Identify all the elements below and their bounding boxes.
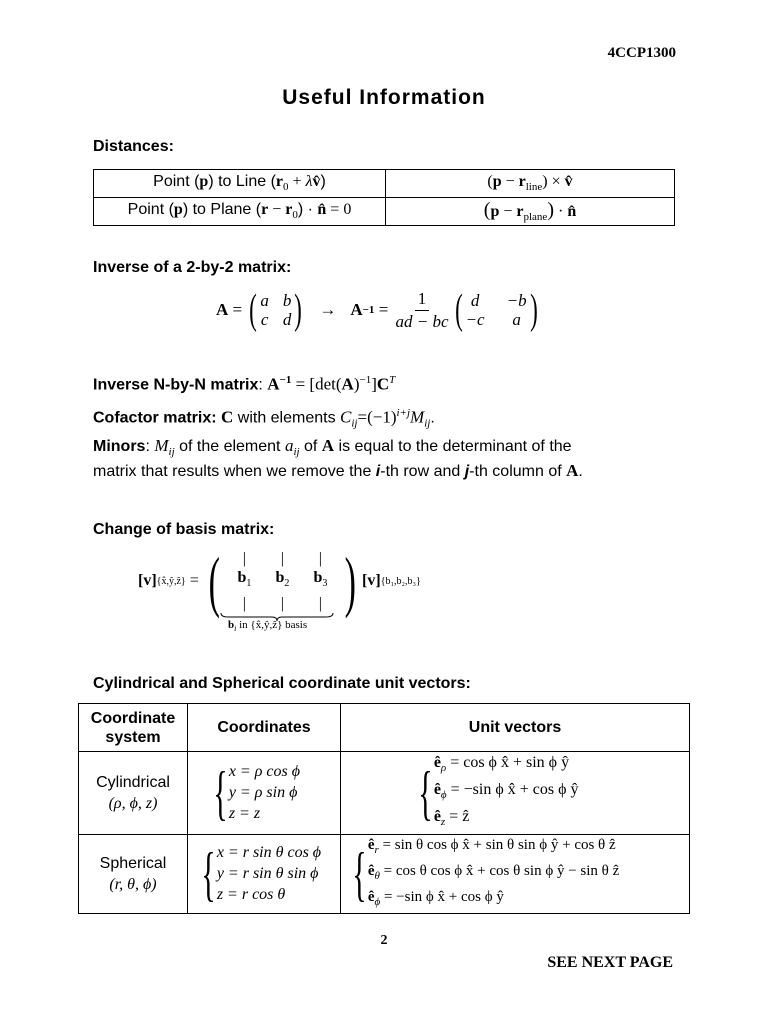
minors-line-2: matrix that results when we remove the i-th row and j-th column of A. bbox=[93, 461, 583, 480]
minors-line-1: Minors: $M_{ij}$ of the element $a_{ij}$ of A is equal to the determinant of the bbox=[93, 436, 572, 459]
sph-coordinates: { x = r sin θ cos ϕ y = r sin θ sin ϕ z = r cos θ bbox=[188, 834, 341, 913]
cyl-coordinates: { x = ρ cos ϕ y = ρ sin ϕ z = z bbox=[188, 752, 341, 835]
cyl-system: Cylindrical (ρ, ϕ, z) bbox=[79, 752, 188, 835]
table-row bbox=[79, 752, 690, 835]
inverse2-formula: A = ( a b c d ) → A −1 = $\frac{1}{ad - bc}$ ( d −b −c a ) bbox=[216, 287, 538, 333]
page-number: 2 bbox=[380, 933, 388, 948]
basis-heading: Change of basis matrix: bbox=[93, 521, 275, 538]
coords-heading: Cylindrical and Spherical coordinate unit vectors: bbox=[93, 675, 471, 692]
distances-table bbox=[93, 169, 675, 226]
basis-formula: [v] {x̂,ŷ,ẑ} = ( | | | $b_1$ $b_2$ $b_3$ | | | ) [v] {b₁,b₂,b₃} bbox=[138, 543, 421, 619]
course-code: 4CCP1300 bbox=[607, 45, 676, 61]
sph-system: Spherical (r, θ, ϕ) bbox=[79, 834, 188, 913]
page-title: Useful Information bbox=[282, 86, 486, 109]
inverse2-heading: Inverse of a 2-by-2 matrix: bbox=[93, 259, 292, 276]
sph-unit-vectors: { $ê_r = \sin \theta$ cos ϕ x̂ + sin θ sin ϕ ŷ + cos θ ẑ $ê_\theta = \cos \theta$ cos ϕ x̂ + cos θ sin ϕ ŷ − sin θ ẑ $ê_\phi = -\sin$ ϕ x̂ + cos ϕ ŷ bbox=[341, 834, 690, 913]
table-row bbox=[79, 704, 690, 752]
underbrace-label: $b_i$ in {x̂,ŷ,ẑ} basis bbox=[228, 619, 308, 634]
col-header-unit-vectors: Unit vectors bbox=[341, 704, 690, 752]
table-row bbox=[94, 198, 675, 226]
see-next-page: SEE NEXT PAGE bbox=[547, 954, 673, 971]
table-row bbox=[79, 834, 690, 913]
coords-table bbox=[78, 703, 690, 914]
col-header-system: Coordinate system bbox=[79, 704, 188, 752]
inverse-n-line: Inverse N-by-N matrix: $A^{-1} = [\det(A)^{-1}]C^T$ bbox=[93, 374, 396, 394]
col-header-coordinates: Coordinates bbox=[188, 704, 341, 752]
distance-line-formula: $(p - r_{line})$ × v̂ bbox=[386, 170, 675, 198]
distance-line-label: Point (p) to Line ($r_0$ + λv̂) bbox=[94, 170, 386, 198]
cyl-unit-vectors: { $ê_\rho = \cos \phi$ x̂ + sin ϕ ŷ $ê_\phi = -\sin$ ϕ x̂ + cos ϕ ŷ $ê_z$ = ẑ bbox=[341, 752, 690, 835]
table-row bbox=[94, 170, 675, 198]
distance-plane-label: Point (p) to Plane $(r - r_0)$ · n̂ = 0 bbox=[94, 198, 386, 226]
distance-plane-formula: $(p - r_{plane})$ · n̂ bbox=[386, 198, 675, 226]
distances-heading: Distances: bbox=[93, 138, 174, 155]
cofactor-line: Cofactor matrix: C with elements $C_{ij}=(-1)^{i+j}M_{ij}$. bbox=[93, 407, 435, 430]
